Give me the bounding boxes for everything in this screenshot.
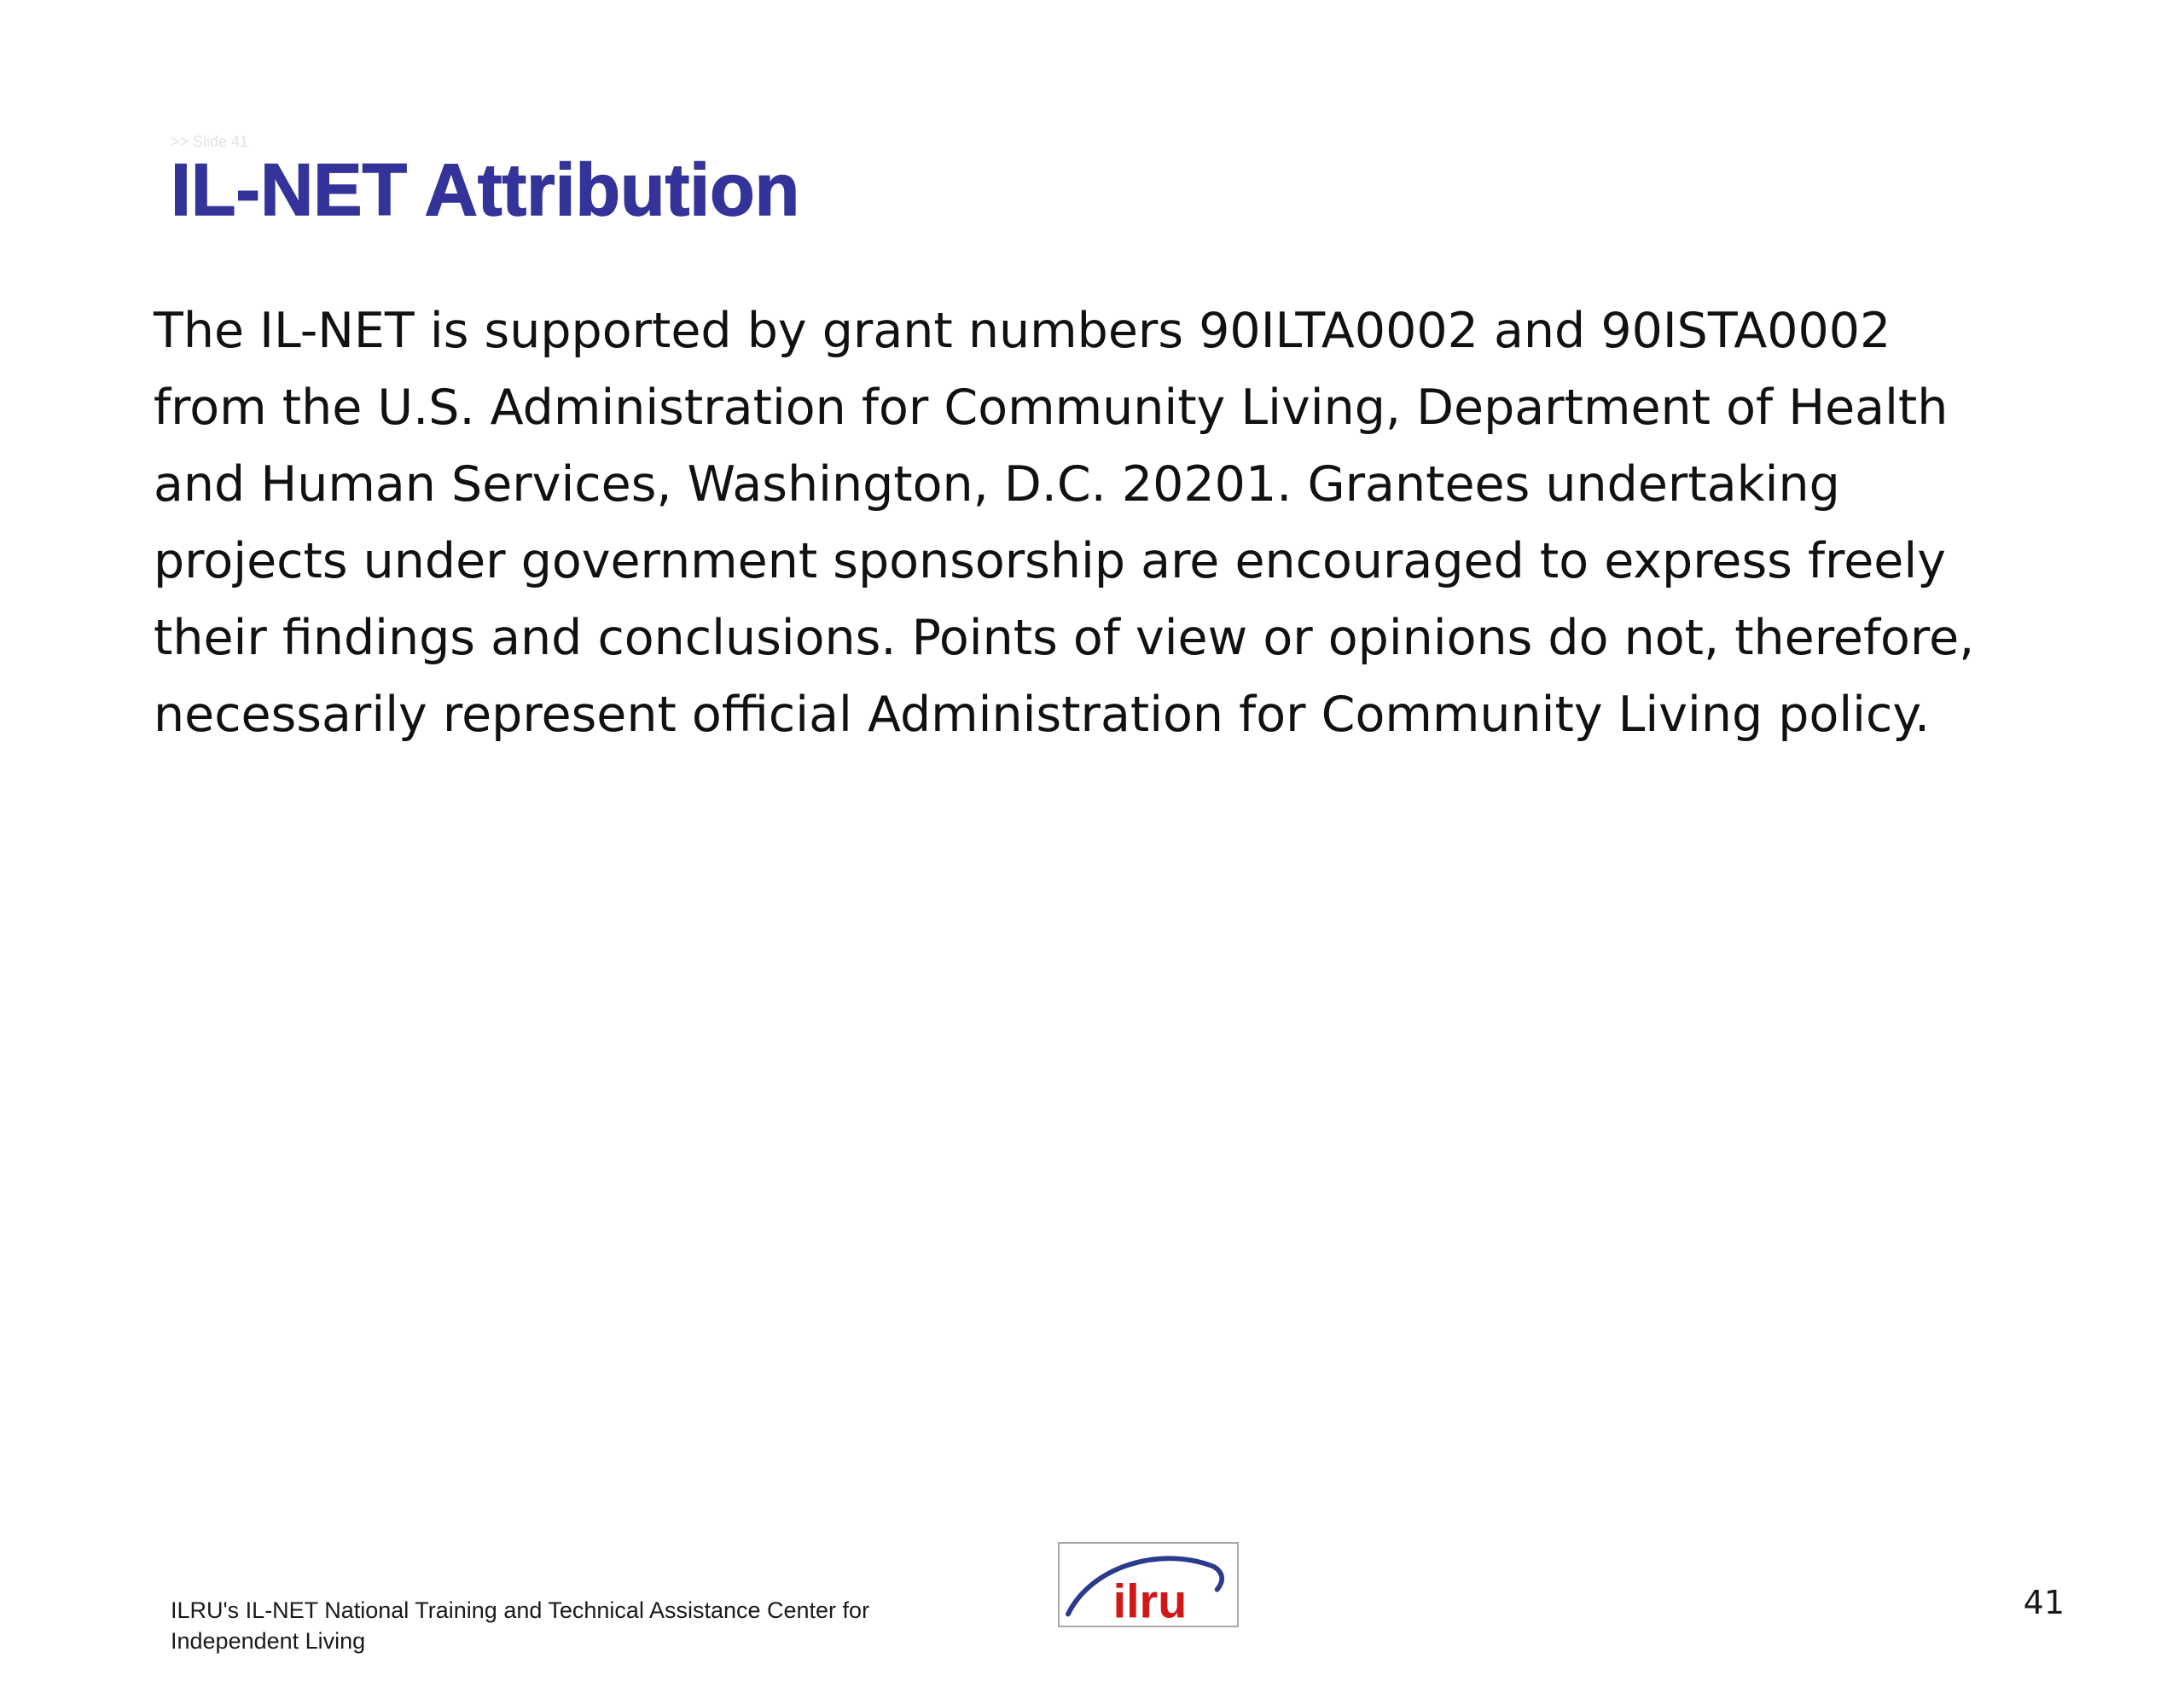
body-line: projects under government sponsorship are encouraged to express freely [154, 533, 1946, 589]
attribution-paragraph [154, 293, 2133, 753]
page-number: 41 [2023, 1584, 2065, 1621]
footer-org-line: Independent Living [171, 1628, 366, 1654]
footer-organization [171, 1595, 990, 1656]
slide-title: IL-NET Attribution [171, 149, 800, 231]
body-line: their findings and conclusions. Points of view or opinions do not, therefore, [154, 610, 1975, 666]
ilru-logo [1058, 1542, 1239, 1627]
body-line: and Human Services, Washington, D.C. 20201. Grantees undertaking [154, 456, 1840, 513]
slide-marker: >> Slide 41 [171, 133, 249, 150]
body-line: necessarily represent official Administration for Community Living policy. [154, 687, 1931, 743]
ilru-logo-graphic [1060, 1544, 1237, 1626]
body-line: from the U.S. Administration for Community Living, Department of Health [154, 380, 1949, 436]
body-line: The IL-NET is supported by grant numbers 90ILTA0002 and 90ISTA0002 [154, 303, 1891, 359]
footer-org-line: ILRU's IL-NET National Training and Technical Assistance Center for [171, 1597, 870, 1623]
logo-wordmark: ilru [1112, 1574, 1188, 1626]
